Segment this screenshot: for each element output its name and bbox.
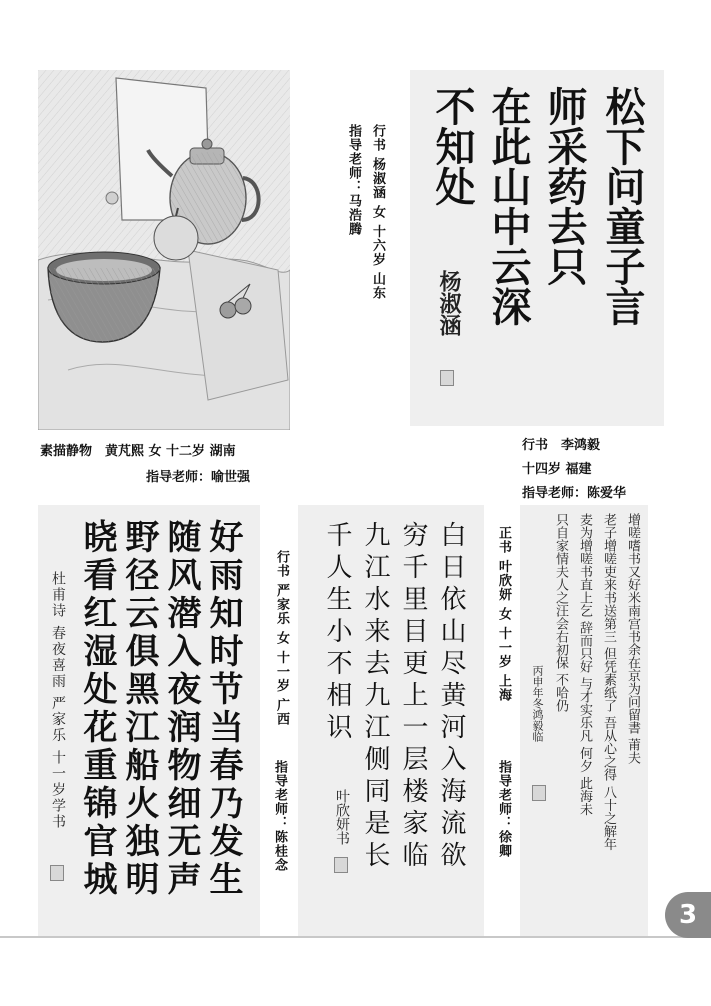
yexinyan-column-4: 千人生小不相识 [322, 521, 352, 745]
still-life-sketch [38, 70, 290, 430]
yanjiale-column-4: 晓看红湿处花重锦官城 [77, 519, 117, 899]
yanjiale-signature: 杜甫诗 春夜喜雨 严家乐 十一岁学书 [50, 571, 66, 831]
yexinyan-calligraphy [298, 505, 484, 938]
lihongyi-label-line3: 指导老师：陈爱华 [522, 486, 627, 501]
yangshuhan-calligraphy [410, 70, 664, 426]
yexinyan-column-3: 九江水来去九江侧同是长 [360, 521, 390, 873]
lihongyi-column-4: 只自家情夫人之汪会右初保 不哈仍 [553, 513, 568, 713]
yanjiale-seal [50, 865, 64, 881]
yexinyan-label-line2: 指导老师：徐卿 [496, 760, 511, 858]
lihongyi-label-line2: 十四岁 福建 [522, 462, 592, 477]
yangshuhan-column-3: 在此山中云深 [485, 86, 532, 326]
yexinyan-column-2: 穷千里目更上一层楼家临 [398, 521, 428, 873]
lihongyi-calligraphy [520, 505, 648, 938]
yanjiale-calligraphy [38, 505, 260, 938]
lihongyi-label-line1: 行书 李鸿毅 [522, 438, 601, 453]
yanjiale-column-3: 野径云俱黑江船火独明 [119, 519, 159, 899]
yangshuhan-column-1: 松下问童子言 [599, 86, 646, 326]
yangshuhan-column-4: 不知处 [429, 86, 476, 206]
lihongyi-column-1: 增嗟嗜书又好米南宫书余在京为问留書 莆夫 [625, 513, 640, 765]
lihongyi-seal [532, 785, 546, 801]
yexinyan-seal [334, 857, 348, 873]
yangshuhan-column-2: 师采药去只 [541, 86, 588, 286]
yanjiale-column-2: 随风潜入夜润物细无声 [161, 519, 201, 899]
yanjiale-label-line1: 行书 严家乐 女 十一岁 广西 [274, 550, 289, 727]
yexinyan-column-1: 白日依山尽黄河入海流欲 [436, 521, 466, 873]
page-number: 3 [665, 892, 711, 938]
yexinyan-label-line1: 正书 叶欣妍 女 十一岁 上海 [496, 526, 511, 703]
lihongyi-column-5: 丙申年冬鸿毅临 [531, 665, 544, 742]
yangshuhan-signature: 杨淑涵 [436, 270, 462, 336]
yanjiale-column-1: 好雨知时节当春乃发生 [203, 519, 243, 899]
yanjiale-label-line2: 指导老师：陈桂念 [272, 760, 287, 872]
lihongyi-column-3: 麦为增嗟书直上乞 辞而只好 与才实乐凡 何夕 此海未 [577, 513, 592, 816]
sketch-caption-line1: 素描静物 黄芃熙 女 十二岁 湖南 [40, 444, 236, 459]
page-footer-line [0, 936, 711, 938]
lihongyi-column-2: 老子增嗟吏来书送第三 但凭素纸了 吾从心之得 八十之解年 [601, 513, 616, 851]
sketch-drawing [38, 70, 290, 430]
yangshuhan-label-line1: 行书 杨淑涵 女 十六岁 山东 [370, 124, 385, 301]
yangshuhan-seal [440, 370, 454, 386]
yexinyan-signature: 叶欣妍书 [334, 789, 350, 845]
sketch-caption-line2: 指导老师：喻世强 [146, 470, 251, 485]
yangshuhan-label-line2: 指导老师：马浩腾 [346, 124, 361, 236]
